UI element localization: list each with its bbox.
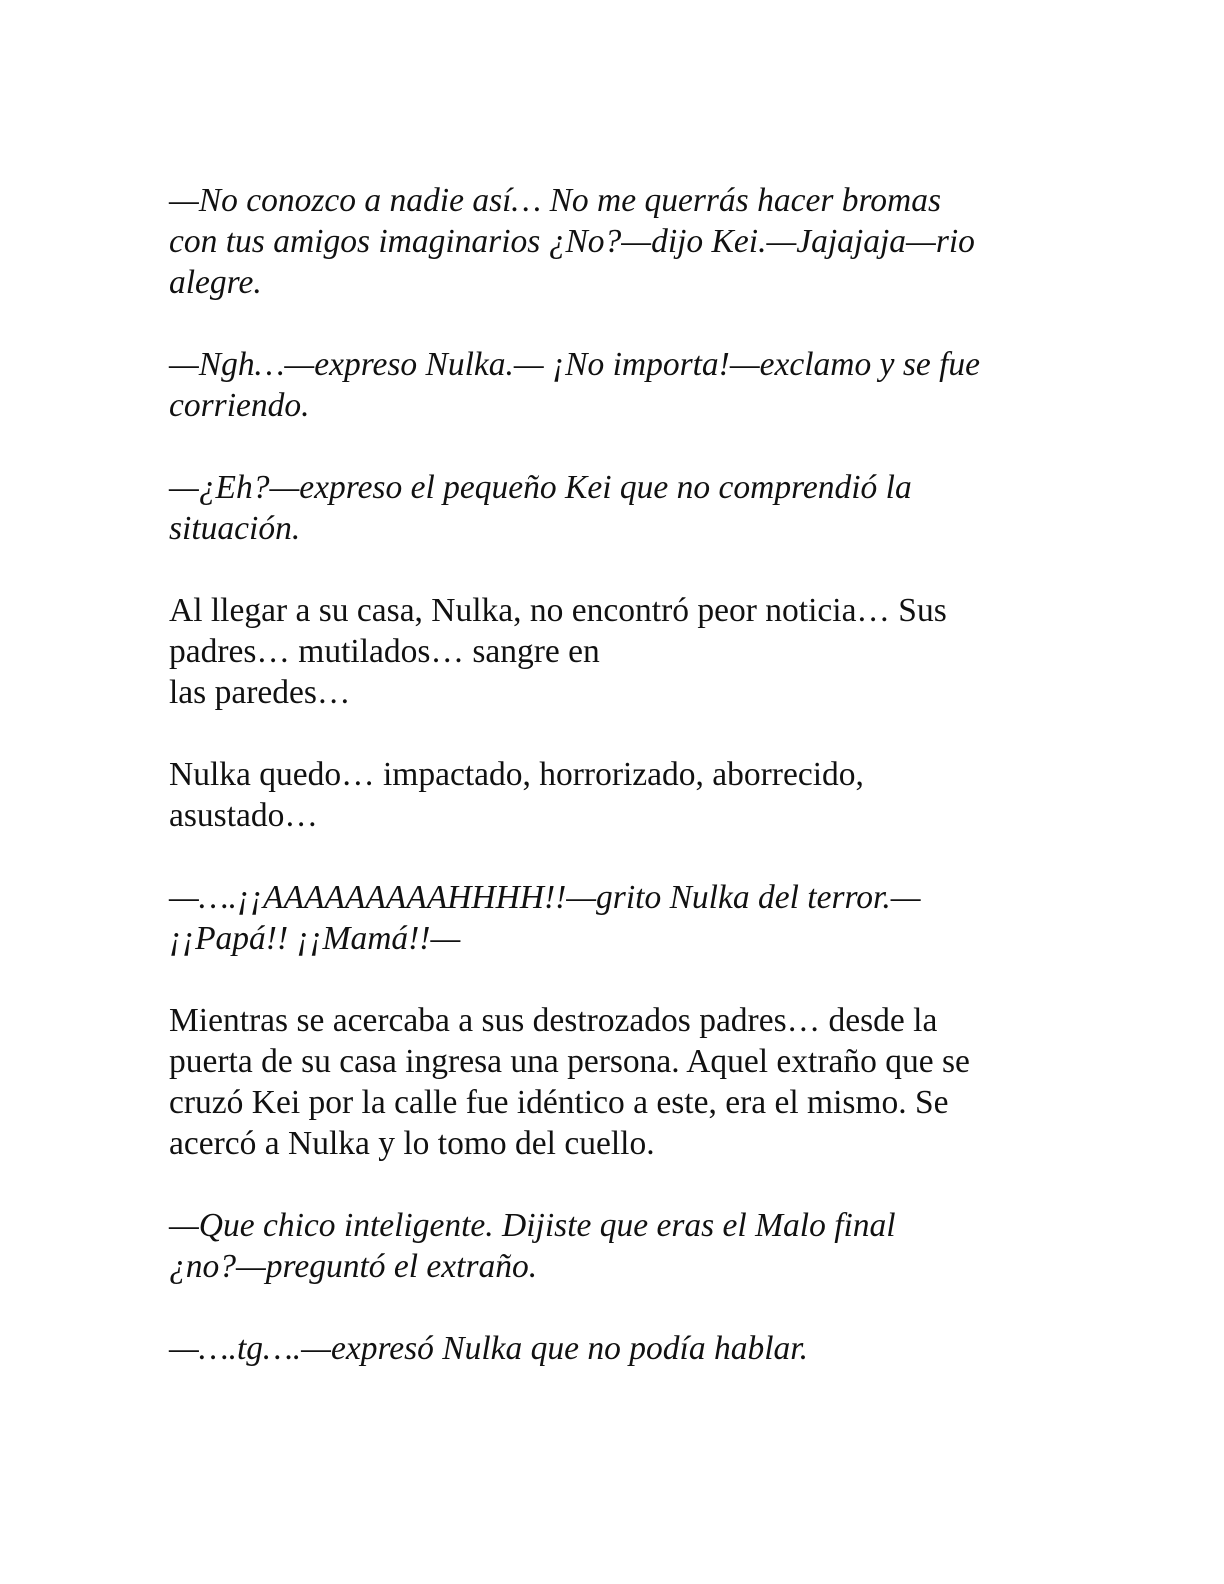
narrative-paragraph: Al llegar a su casa, Nulka, no encontró peor noticia… Sus padres… mutilados… sangre en las paredes… xyxy=(169,592,947,711)
page-body xyxy=(169,180,1049,1369)
dialogue-paragraph: —….tg….—expresó Nulka que no podía hablar. xyxy=(169,1330,808,1367)
dialogue-paragraph: —Que chico inteligente. Dijiste que eras el Malo final ¿no?—preguntó el extraño. xyxy=(169,1207,896,1285)
narrative-paragraph: Nulka quedo… impactado, horrorizado, aborrecido, asustado… xyxy=(169,756,864,834)
dialogue-paragraph: —Ngh…—expreso Nulka.— ¡No importa!—exclamo y se fue corriendo. xyxy=(169,346,981,424)
dialogue-paragraph: —….¡¡AAAAAAAAAHHHH!!—grito Nulka del terror.— ¡¡Papá!! ¡¡Mamá!!— xyxy=(169,879,921,957)
dialogue-paragraph: —No conozco a nadie así… No me querrás hacer bromas con tus amigos imaginarios ¿No?—dijo Kei.—Jajajaja—rio alegre. xyxy=(169,182,975,301)
dialogue-paragraph: —¿Eh?—expreso el pequeño Kei que no comprendió la situación. xyxy=(169,469,912,547)
narrative-paragraph: Mientras se acercaba a sus destrozados padres… desde la puerta de su casa ingresa una persona. Aquel extraño que se cruzó Kei por la calle fue idéntico a este, era el mismo. Se acercó a Nulka y lo tomo del cuello. xyxy=(169,1002,970,1162)
